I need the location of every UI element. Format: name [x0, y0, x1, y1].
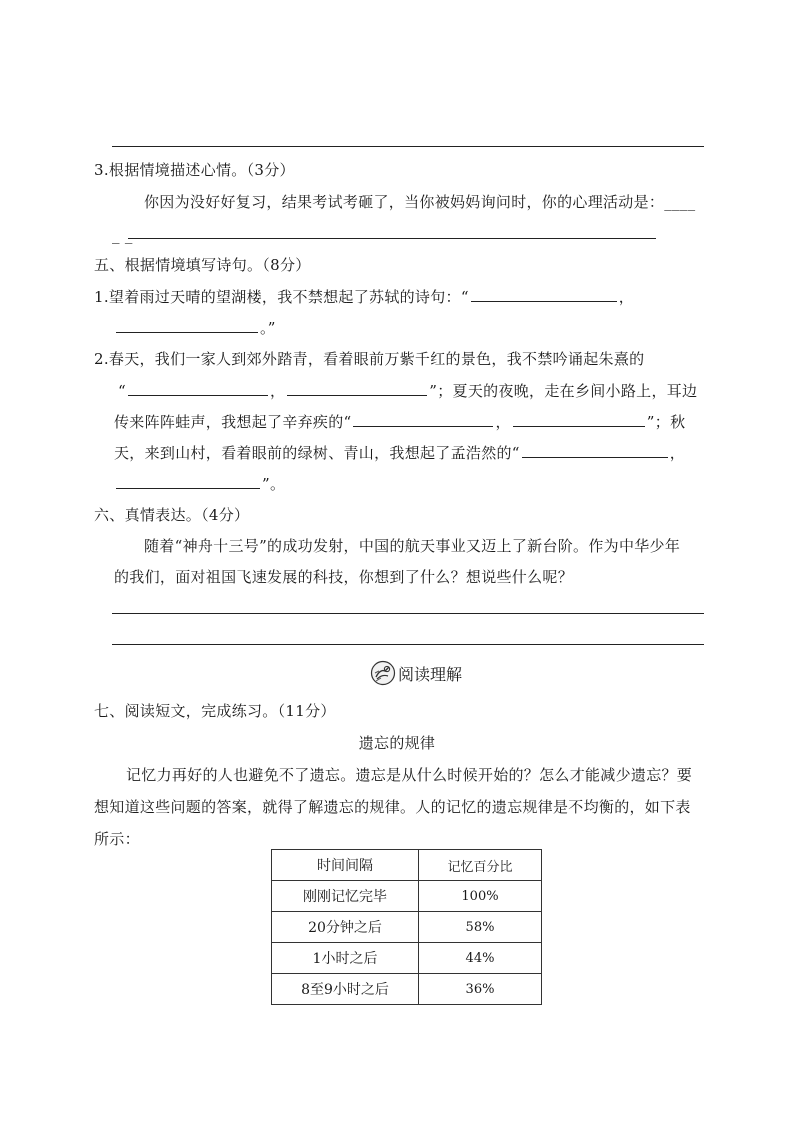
table-cell: 1小时之后	[272, 943, 419, 974]
table-row	[272, 881, 542, 912]
table-cell: 58%	[419, 912, 542, 943]
table-row	[272, 943, 542, 974]
answer-line	[112, 146, 704, 147]
article-title: 遗忘的规律	[358, 734, 436, 752]
q5-item1-text: 1.望着雨过天晴的望湖楼，我不禁想起了苏轼的诗句：“	[94, 288, 469, 306]
q3-title: 3.根据情境描述心情。（3分）	[94, 161, 295, 179]
poem-blank[interactable]	[471, 285, 617, 302]
q5-item2-line3-head: 传来阵阵蛙声，我想起了辛弃疾的“	[114, 413, 352, 431]
memory-table	[271, 849, 542, 1005]
poem-blank[interactable]	[353, 410, 493, 427]
table-cell: 100%	[419, 881, 542, 912]
poem-blank[interactable]	[287, 379, 427, 396]
reading-section-title: 阅读理解	[398, 664, 463, 684]
table-header-cell: 记忆百分比	[419, 850, 542, 881]
table-cell: 44%	[419, 943, 542, 974]
table-cell: 刚刚记忆完毕	[272, 881, 419, 912]
punct: ，	[495, 413, 511, 431]
q5-item1-line2	[114, 316, 276, 339]
poem-blank[interactable]	[116, 472, 260, 489]
q5-title: 五、根据情境填写诗句。（8分）	[94, 256, 311, 274]
q6-answer-line-2[interactable]	[112, 644, 704, 645]
punct: ，	[669, 444, 686, 462]
poem-blank[interactable]	[522, 441, 668, 458]
q5-item2-line4-head: 天，来到山村，看着眼前的绿树、青山，我想起了孟浩然的“	[114, 444, 520, 462]
table-row	[272, 912, 542, 943]
q6-title: 六、真情表达。（4分）	[94, 506, 250, 524]
punct: “	[118, 382, 126, 400]
punct: 。”	[260, 319, 276, 337]
article-para-line2: 想知道这些问题的答案，就得了解遗忘的规律。人的记忆的遗忘规律是不均衡的，如下表	[94, 798, 691, 816]
poem-blank[interactable]	[513, 410, 645, 427]
q5-item2-line1: 2.春天，我们一家人到郊外踏青，看着眼前万紫千红的景色，我不禁吟诵起朱熹的	[94, 350, 645, 368]
punct: ，	[269, 382, 286, 400]
q3-answer-line	[128, 238, 656, 239]
q6-para-line1: 随着“神舟十三号”的成功发射，中国的航天事业又迈上了新台阶。作为中华少年	[144, 537, 681, 555]
q3-continuation: _ _	[112, 226, 133, 244]
article-para-line3: 所示：	[94, 830, 140, 848]
q6-para-line2: 的我们，面对祖国飞速发展的科技，你想到了什么？想说些什么呢？	[114, 568, 574, 586]
q5-item2-line2	[118, 379, 697, 402]
q3-prompt: 你因为没好好复习，结果考试考砸了，当你被妈妈询问时，你的心理活动是：____	[144, 193, 696, 211]
q5-item2-line5	[114, 472, 285, 495]
q5-item2-line2-tail: ”；夏天的夜晚，走在乡间小路上，耳边	[429, 382, 698, 400]
punct: ”。	[262, 475, 286, 493]
table-header-cell: 时间间隔	[272, 850, 419, 881]
article-para-line1: 记忆力再好的人也避免不了遗忘。遗忘是从什么时候开始的？怎么才能减少遗忘？要	[126, 766, 693, 784]
q5-item2-line3	[114, 410, 685, 433]
q5-item2-line3-tail: ”；秋	[646, 413, 686, 431]
table-cell: 36%	[419, 974, 542, 1005]
q5-item2-line4	[114, 441, 685, 464]
book-reading-icon	[370, 660, 396, 686]
table-cell: 8至9小时之后	[272, 974, 419, 1005]
reading-section-banner	[370, 656, 462, 690]
q5-item1-line1	[94, 285, 634, 308]
q6-answer-line-1[interactable]	[112, 613, 704, 614]
poem-blank[interactable]	[116, 316, 258, 333]
table-row	[272, 974, 542, 1005]
table-header-row	[272, 850, 542, 881]
q7-title: 七、阅读短文，完成练习。（11分）	[94, 702, 336, 720]
punct: ，	[618, 288, 635, 306]
table-cell: 20分钟之后	[272, 912, 419, 943]
poem-blank[interactable]	[128, 379, 268, 396]
